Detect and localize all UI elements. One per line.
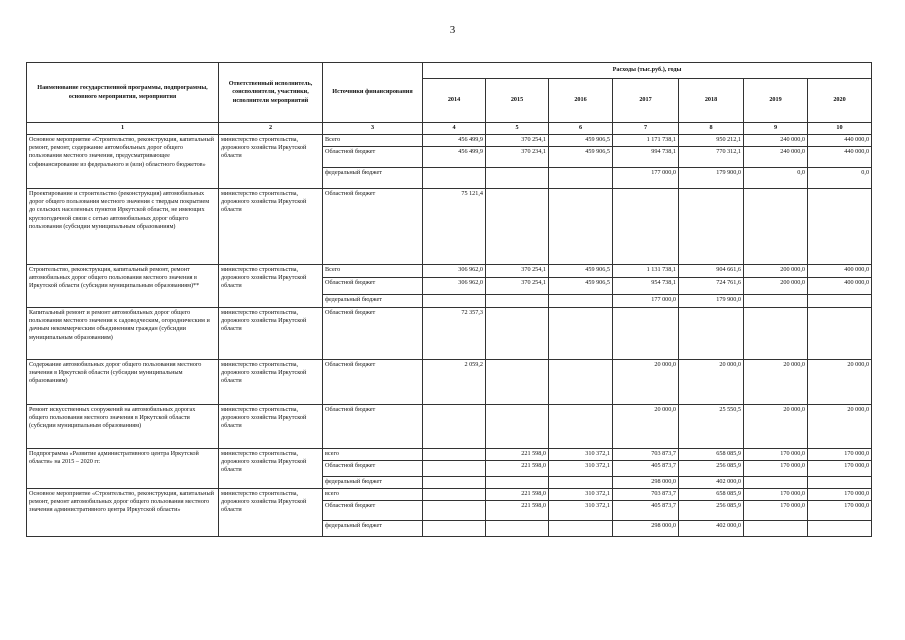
funding-source-cell: Областной бюджет (323, 308, 423, 360)
amount-cell: 456 499,9 (423, 135, 486, 147)
executor-cell: министерство строительства, дорожного хозяйства Иркутской области (219, 189, 323, 265)
amount-cell (423, 461, 486, 477)
amount-cell: 310 372,1 (549, 461, 613, 477)
budget-table (26, 62, 872, 537)
amount-cell (613, 189, 679, 265)
amount-cell: 658 085,9 (679, 489, 744, 501)
amount-cell: 400 000,0 (808, 278, 872, 295)
funding-source-cell: Областной бюджет (323, 501, 423, 521)
column-number: 5 (486, 123, 549, 135)
activity-name-cell: Основное мероприятие «Строительство, реконструкция, капитальный ремонт, ремонт, содержание автомобильных дорог общего пользования местного значения, предусматривающее софинансирование из федерального и (или) областного бюджетов» (27, 135, 219, 189)
header-expenses: Расходы (тыс.руб.), годы (423, 63, 872, 79)
amount-cell: 405 873,7 (613, 461, 679, 477)
amount-cell (423, 489, 486, 501)
amount-cell: 994 738,1 (613, 147, 679, 168)
amount-cell: 20 000,0 (808, 405, 872, 449)
funding-source-cell: Областной бюджет (323, 461, 423, 477)
amount-cell: 459 906,5 (549, 265, 613, 278)
amount-cell (613, 308, 679, 360)
amount-cell (486, 189, 549, 265)
amount-cell: 1 171 738,1 (613, 135, 679, 147)
amount-cell: 177 000,0 (613, 168, 679, 189)
executor-cell: министерство строительства, дорожного хозяйства Иркутской области (219, 489, 323, 537)
amount-cell: 459 906,5 (549, 135, 613, 147)
table-row (27, 489, 872, 501)
activity-name-cell: Проектирование и строительство (реконструкция) автомобильных дорог общего пользования местного значения с твердым покрытием до сельских населенных пунктов Иркутской области, не имеющих круглогодичной связи с сетью автомобильных дорог общего пользования (субсидии муниципальным образованиям) (27, 189, 219, 265)
amount-cell (679, 308, 744, 360)
executor-cell: министерство строительства, дорожного хозяйства Иркутской области (219, 135, 323, 189)
amount-cell: 221 598,0 (486, 501, 549, 521)
amount-cell: 370 254,1 (486, 265, 549, 278)
amount-cell (744, 308, 808, 360)
amount-cell (808, 308, 872, 360)
amount-cell: 658 085,9 (679, 449, 744, 461)
amount-cell (423, 501, 486, 521)
header-source: Источники финансирования (323, 63, 423, 123)
table-row (27, 265, 872, 278)
table-body (27, 135, 872, 537)
column-number: 8 (679, 123, 744, 135)
amount-cell (486, 521, 549, 537)
amount-cell: 954 738,1 (613, 278, 679, 295)
amount-cell: 20 000,0 (679, 360, 744, 405)
amount-cell (549, 168, 613, 189)
amount-cell: 170 000,0 (808, 449, 872, 461)
table-row (27, 405, 872, 449)
amount-cell: 170 000,0 (744, 461, 808, 477)
amount-cell (486, 360, 549, 405)
amount-cell: 405 873,7 (613, 501, 679, 521)
amount-cell: 240 000,0 (744, 147, 808, 168)
amount-cell (549, 405, 613, 449)
amount-cell: 770 312,1 (679, 147, 744, 168)
column-number: 2 (219, 123, 323, 135)
column-number: 7 (613, 123, 679, 135)
amount-cell (486, 295, 549, 308)
funding-source-cell: Областной бюджет (323, 147, 423, 168)
funding-source-cell: Областной бюджет (323, 278, 423, 295)
amount-cell (744, 477, 808, 489)
amount-cell: 177 000,0 (613, 295, 679, 308)
activity-name-cell: Содержание автомобильных дорог общего пользования местного значения в Иркутской области (субсидии муниципальным образованиям) (27, 360, 219, 405)
amount-cell: 904 661,6 (679, 265, 744, 278)
amount-cell: 200 000,0 (744, 278, 808, 295)
header-executor: Ответственный исполнитель, соисполнители, участники, исполнители мероприятий (219, 63, 323, 123)
amount-cell (423, 477, 486, 489)
funding-source-cell: всего (323, 449, 423, 461)
amount-cell: 170 000,0 (744, 489, 808, 501)
funding-source-cell: Всего (323, 135, 423, 147)
amount-cell: 459 906,5 (549, 147, 613, 168)
amount-cell (744, 295, 808, 308)
table-row (27, 189, 872, 265)
amount-cell: 724 761,6 (679, 278, 744, 295)
amount-cell: 310 372,1 (549, 489, 613, 501)
amount-cell: 402 000,0 (679, 521, 744, 537)
amount-cell: 20 000,0 (613, 405, 679, 449)
column-number: 3 (323, 123, 423, 135)
amount-cell: 256 085,9 (679, 461, 744, 477)
column-number: 1 (27, 123, 219, 135)
amount-cell: 402 000,0 (679, 477, 744, 489)
funding-source-cell: Всего (323, 265, 423, 278)
amount-cell: 310 372,1 (549, 501, 613, 521)
amount-cell: 170 000,0 (808, 489, 872, 501)
amount-cell (423, 521, 486, 537)
amount-cell (486, 477, 549, 489)
amount-cell: 370 234,1 (486, 147, 549, 168)
amount-cell: 179 900,0 (679, 168, 744, 189)
amount-cell: 2 059,2 (423, 360, 486, 405)
amount-cell: 298 000,0 (613, 477, 679, 489)
funding-source-cell: федеральный бюджет (323, 295, 423, 308)
amount-cell: 370 254,1 (486, 278, 549, 295)
amount-cell (549, 308, 613, 360)
activity-name-cell: Строительство, реконструкция, капитальный ремонт, ремонт автомобильных дорог общего пользования местного значения в Иркутской области (субсидии муниципальным образованиям)** (27, 265, 219, 308)
amount-cell: 20 000,0 (808, 360, 872, 405)
column-number: 10 (808, 123, 872, 135)
amount-cell (549, 295, 613, 308)
header-year: 2014 (423, 79, 486, 123)
header-year: 2016 (549, 79, 613, 123)
amount-cell: 72 357,3 (423, 308, 486, 360)
activity-name-cell: Основное мероприятие «Строительство, реконструкция, капитальный ремонт, ремонт автомобильных дорог общего пользования местного значения административного центра Иркутской области» (27, 489, 219, 537)
activity-name-cell: Капитальный ремонт и ремонт автомобильных дорог общего пользования местного значения к садоводческим, огородническим и дачным некоммерческим объединениям граждан (субсидии муниципальным образованиям) (27, 308, 219, 360)
amount-cell: 298 000,0 (613, 521, 679, 537)
executor-cell: министерство строительства, дорожного хозяйства Иркутской области (219, 265, 323, 308)
header-year: 2019 (744, 79, 808, 123)
amount-cell (549, 477, 613, 489)
amount-cell: 170 000,0 (744, 449, 808, 461)
amount-cell: 370 254,1 (486, 135, 549, 147)
amount-cell (549, 189, 613, 265)
amount-cell: 256 085,9 (679, 501, 744, 521)
amount-cell (423, 168, 486, 189)
amount-cell: 0,0 (808, 168, 872, 189)
amount-cell (808, 295, 872, 308)
amount-cell: 240 000,0 (744, 135, 808, 147)
header-year: 2020 (808, 79, 872, 123)
amount-cell (744, 521, 808, 537)
amount-cell (486, 168, 549, 189)
header-year: 2015 (486, 79, 549, 123)
amount-cell: 703 873,7 (613, 449, 679, 461)
activity-name-cell: Ремонт искусственных сооружений на автомобильных дорогах общего пользования местного значения в Иркутской области (субсидии муниципальным образованиям) (27, 405, 219, 449)
amount-cell: 456 499,9 (423, 147, 486, 168)
funding-source-cell: федеральный бюджет (323, 521, 423, 537)
header-name: Наименование государственной программы, подпрограммы, основного мероприятия, мероприятия (27, 63, 219, 123)
executor-cell: министерство строительства, дорожного хозяйства Иркутской области (219, 449, 323, 489)
amount-cell: 306 962,0 (423, 278, 486, 295)
amount-cell (423, 295, 486, 308)
executor-cell: министерство строительства, дорожного хозяйства Иркутской области (219, 360, 323, 405)
amount-cell (423, 449, 486, 461)
header-year: 2018 (679, 79, 744, 123)
amount-cell (744, 189, 808, 265)
amount-cell (486, 308, 549, 360)
amount-cell: 703 873,7 (613, 489, 679, 501)
amount-cell: 20 000,0 (744, 405, 808, 449)
amount-cell: 221 598,0 (486, 489, 549, 501)
amount-cell: 440 000,0 (808, 147, 872, 168)
amount-cell (808, 521, 872, 537)
amount-cell (679, 189, 744, 265)
amount-cell: 0,0 (744, 168, 808, 189)
amount-cell: 950 212,1 (679, 135, 744, 147)
page-number: 3 (449, 24, 456, 36)
funding-source-cell: Областной бюджет (323, 360, 423, 405)
amount-cell (423, 405, 486, 449)
funding-source-cell: федеральный бюджет (323, 168, 423, 189)
amount-cell: 1 131 738,1 (613, 265, 679, 278)
funding-source-cell: всего (323, 489, 423, 501)
header-year: 2017 (613, 79, 679, 123)
activity-name-cell: Подпрограмма «Развитие административного центра Иркутской области» на 2015 – 2020 гг. (27, 449, 219, 489)
funding-source-cell: федеральный бюджет (323, 477, 423, 489)
amount-cell: 170 000,0 (808, 461, 872, 477)
amount-cell: 179 900,0 (679, 295, 744, 308)
table-row (27, 360, 872, 405)
amount-cell (486, 405, 549, 449)
amount-cell: 221 598,0 (486, 461, 549, 477)
amount-cell (549, 521, 613, 537)
table-row (27, 449, 872, 461)
executor-cell: министерство строительства, дорожного хозяйства Иркутской области (219, 308, 323, 360)
amount-cell: 400 000,0 (808, 265, 872, 278)
table-row (27, 308, 872, 360)
amount-cell: 20 000,0 (613, 360, 679, 405)
amount-cell: 459 906,5 (549, 278, 613, 295)
column-number: 4 (423, 123, 486, 135)
amount-cell: 170 000,0 (744, 501, 808, 521)
amount-cell: 200 000,0 (744, 265, 808, 278)
amount-cell (808, 189, 872, 265)
executor-cell: министерство строительства, дорожного хозяйства Иркутской области (219, 405, 323, 449)
funding-source-cell: Областной бюджет (323, 189, 423, 265)
amount-cell (808, 477, 872, 489)
amount-cell: 440 000,0 (808, 135, 872, 147)
amount-cell: 310 372,1 (549, 449, 613, 461)
column-number: 6 (549, 123, 613, 135)
amount-cell: 170 000,0 (808, 501, 872, 521)
table-row (27, 135, 872, 147)
amount-cell: 20 000,0 (744, 360, 808, 405)
column-number: 9 (744, 123, 808, 135)
funding-source-cell: Областной бюджет (323, 405, 423, 449)
amount-cell: 306 962,0 (423, 265, 486, 278)
amount-cell (549, 360, 613, 405)
amount-cell: 25 550,5 (679, 405, 744, 449)
amount-cell: 221 598,0 (486, 449, 549, 461)
amount-cell: 75 121,4 (423, 189, 486, 265)
